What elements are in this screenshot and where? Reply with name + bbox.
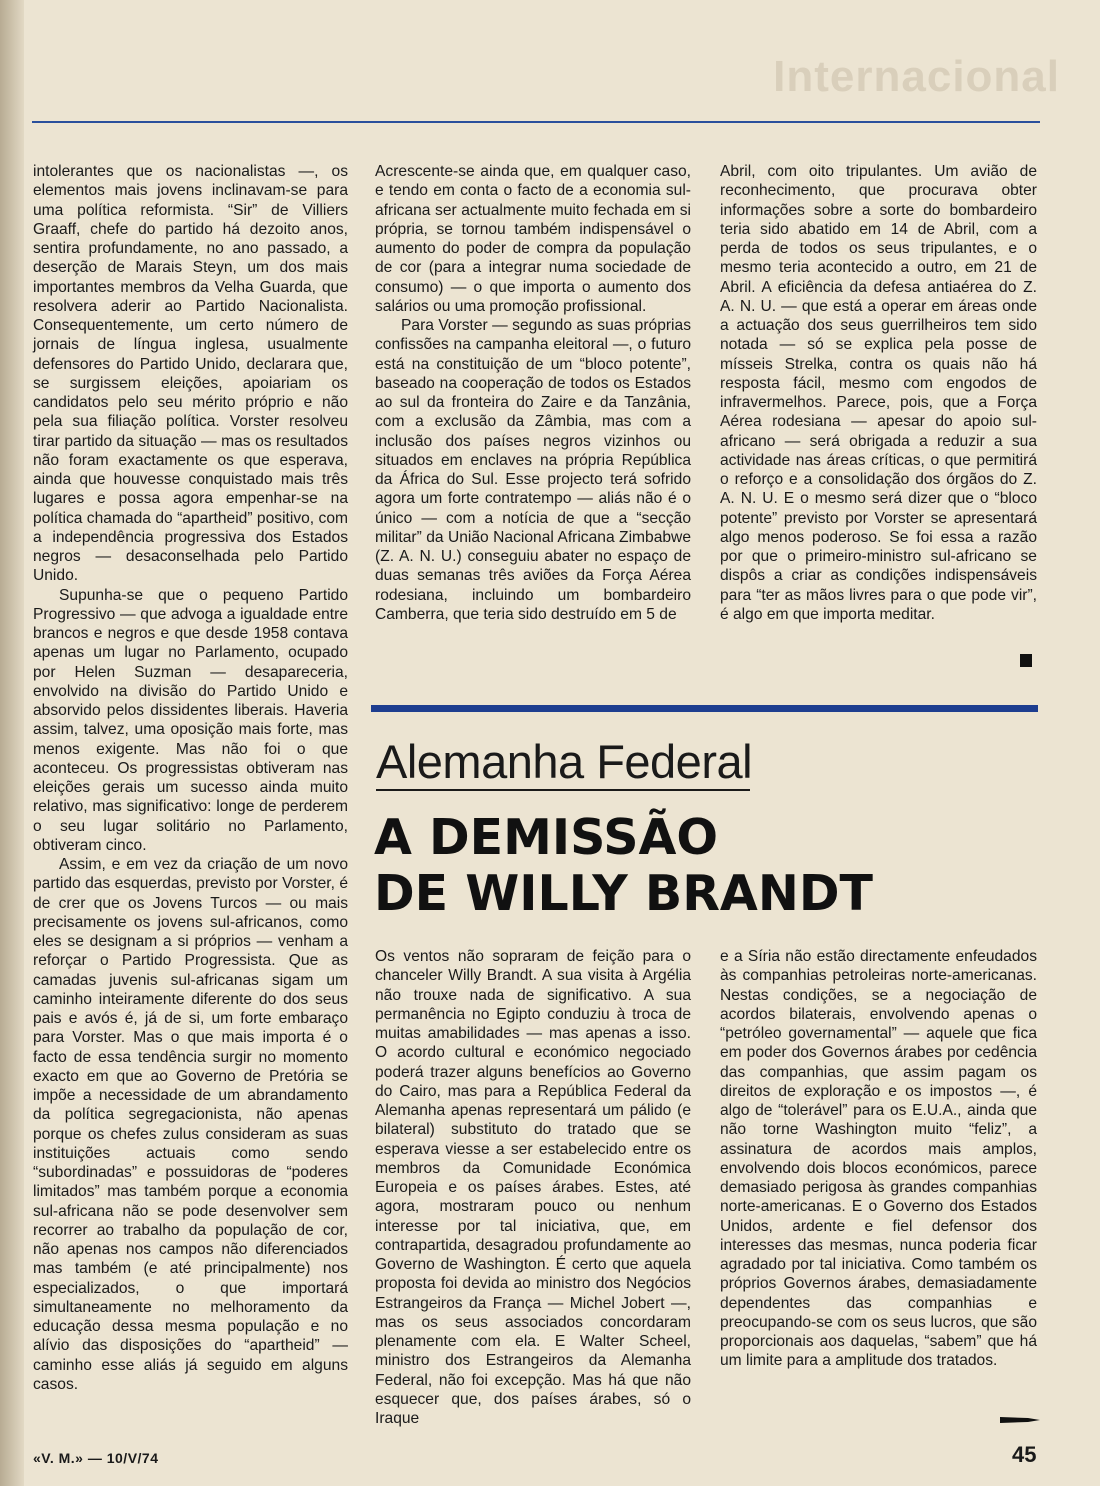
headline-line-1: A DEMISSÃO: [374, 809, 719, 866]
section-divider-rule: [371, 705, 1038, 712]
paragraph: Para Vorster — segundo as suas próprias confissões na campanha eleitoral —, o futuro está na constituição de um “bloco potente”, baseado na cooperação de todos os Estados ao sul da fronteira do Zaire e da Tanzânia, com a exclusão da Zâmbia, mas com a inclusão dos países negros vizinhos ou situados em enclaves na própria República da África do Sul. Esse projecto terá sofrido agora um forte contratempo — aliás não é o único — com a notícia de que a “secção militar” da União Nacional Africana Zimbabwe (Z. A. N. U.) conseguiu abater no espaço de duas semanas três aviões da Força Aérea rodesiana, incluindo um bombardeiro Camberra, que teria sido destruído em 5 de: [375, 317, 691, 623]
paragraph: e a Síria não estão directamente enfeudados às companhias petroleiras norte-americanas. Nestas condições, se a negociação de acordos bilaterais, envolvendo apenas o “petróleo governamental” — aquele que fica em poder dos Governos árabes por cedência das companhias, que assim pagam os direitos de exploração e os impostos —, é algo de “tolerável” para os E.U.A., ainda que não torne Washington muito “feliz”, a assinatura de acordos mais amplos, envolvendo dois blocos económicos, parece demasiado perigosa às grandes companhias norte-americanas. E o Governo dos Estados Unidos, ardente e fiel defensor dos interesses das mesmas, nunca poderia ficar agradado por tal iniciativa. Como também os próprios Governos árabes, demasiadamente dependentes das companhias e preocupando-se com os seus lucros, que são proporcionais aos daquelas, “sabem” que há um limite para a amplitude dos tratados.: [720, 948, 1037, 1370]
section-header-ghost: Internacional: [773, 52, 1060, 101]
paragraph: Assim, e em vez da criação de um novo partido das esquerdas, previsto por Vorster, é de crer que os Jovens Turcos — ou mais precisamente os jovens sul-africanos, como eles se designam a si próprios — venham a reforçar o Partido Progressista. Que as camadas juvenis sul-africanas sigam um caminho inteiramente diferente do dos seus pais e avós é, já de si, um forte embaraço para Vorster. Mas o que mais importa é o facto de essa tendência surgir no momento exacto em que ao Governo de Pretória se impõe a necessidade de um abrandamento da política segregacionista, não apenas porque os chefes zulus consideram as suas instituições actuais como sendo “subordinadas” e possuidoras de “poderes limitados” mas também porque a economia sul-africana não se pode desenvolver sem recorrer ao trabalho da população de cor, não apenas nos campos não diferenciados mas também (e até principalmente) nos especializados, o que importará simultaneamente no melhoramento da educação dessa mesma população e no alívio das disposições do “apartheid” — caminho esse aliás já seguido em alguns casos.: [33, 856, 348, 1393]
article2-column-2: [720, 947, 1037, 1371]
page-number: 45: [1012, 1442, 1037, 1467]
article2-column-1: [375, 947, 691, 1428]
headline-line-2: DE WILLY BRANDT: [374, 865, 873, 922]
article1-column-2: [375, 162, 691, 624]
paragraph: Abril, com oito tripulantes. Um avião de reconhecimento, que procurava obter informações sobre a sorte do bombardeiro teria sido abatido em 14 de Abril, com a perda de todos os seus tripulantes, e o mesmo teria acontecido a outro, em 21 de Abril. A eficiência da defesa antiaérea do Z. A. N. U. — que está a operar em áreas onde a actuação dos seus guerrilheiros tem sido notada — só se explica pela posse de mísseis Strelka, contra os quais não há resposta fácil, mesmo com engodos de infravermelhos. Parece, pois, que a Força Aérea rodesiana — apesar do apoio sul-africano — será obrigada a reduzir a sua actividade nas áreas críticas, o que permitirá o reforço e a consolidação dos órgãos do Z. A. N. U. E o mesmo será dizer que o “bloco potente” previsto por Vorster se apresentará algo menos poderoso. Se foi essa a razão por que o primeiro-ministro sul-africano se dispôs a criar as condições indispensáveis para “ter as mãos livres para o que pode vir”, é algo em que importa meditar.: [720, 163, 1037, 623]
footer-source: «V. M.» — 10/V/74: [33, 1450, 159, 1466]
page-binding-edge: [0, 0, 24, 1486]
paragraph: Os ventos não sopraram de feição para o chanceler Willy Brandt. A sua visita à Argélia não trouxe nada de significativo. A sua permanência no Egipto conduziu à troca de muitas amabilidades — mas apenas a isso. O acordo cultural e económico negociado poderá trazer alguns benefícios ao Governo do Cairo, mas para a República Federal da Alemanha apenas representará um pálido (e bilateral) substituto do tratado que se esperava viesse a ser estabelecido entre os membros da Comunidade Económica Europeia e os países árabes. Estes, até agora, mostraram pouco ou nenhum interesse por tal iniciativa, que, em contrapartida, desagradou profundamente ao Governo de Washington. É certo que aquela proposta foi devida ao ministro dos Negócios Estrangeiros da França — Michel Jobert —, mas os seus associados concordaram plenamente com ela. E Walter Scheel, ministro dos Estrangeiros da Alemanha Federal, não foi excepção. Mas há que não esquecer que, dos países árabes, só o Iraque: [375, 948, 691, 1427]
section-title-underline: [376, 789, 750, 791]
continuation-arrow-icon: [1000, 1416, 1040, 1424]
paragraph: Acrescente-se ainda que, em qualquer caso, e tendo em conta o facto de a economia sul-africana ser actualmente muito fechada em si própria, se tornou também indispensável o aumento do poder de compra da população de cor (para a integrar numa sociedade de consumo) — o que importa o aumento dos salários ou uma promoção profissional.: [375, 163, 691, 315]
article1-column-3: [720, 162, 1037, 624]
paragraph: intolerantes que os nacionalistas —, os elementos mais jovens inclinavam-se para uma política reformista. “Sir” de Villiers Graaff, chefe do partido há dezoito anos, sentira profundamente, no ano passado, a deserção de Marais Steyn, um dos mais importantes membros da Velha Guarda, que resolvera aderir ao Partido Nacionalista. Consequentemente, um certo número de jornais de língua inglesa, usualmente defensores do Partido Unido, declarara que, se surgissem eleições, apoiariam os candidatos pelo seu mérito próprio e não pela sua filiação política. Vorster resolveu tirar partido da situação — mas os resultados não foram exactamente os que esperava, ainda que houvesse conquistado mais três lugares e possa agora empenhar-se na política chamada do “apartheid” positivo, com a independência progressiva dos Estados negros — desaconselhada pelo Partido Unido.: [33, 163, 348, 585]
section-title: Alemanha Federal: [376, 735, 753, 788]
top-rule: [32, 121, 1040, 123]
end-of-article-mark: [1020, 654, 1032, 667]
paragraph: Supunha-se que o pequeno Partido Progressivo — que advoga a igualdade entre brancos e negros e que desde 1958 contava apenas um lugar no Parlamento, ocupado por Helen Suzman — desapareceria, envolvido na divisão do Partido Unido e absorvido pelos dissidentes liberais. Haveria assim, talvez, uma oposição mais forte, mas menos exigente. Mas não foi o que aconteceu. Os progressistas obtiveram nas eleições gerais um sucesso ainda muito relativo, mas significativo: longe de perderem o seu lugar solitário no Parlamento, obtiveram cinco.: [33, 586, 348, 854]
article1-column-1: [33, 162, 348, 1394]
article-headline: [374, 810, 873, 922]
